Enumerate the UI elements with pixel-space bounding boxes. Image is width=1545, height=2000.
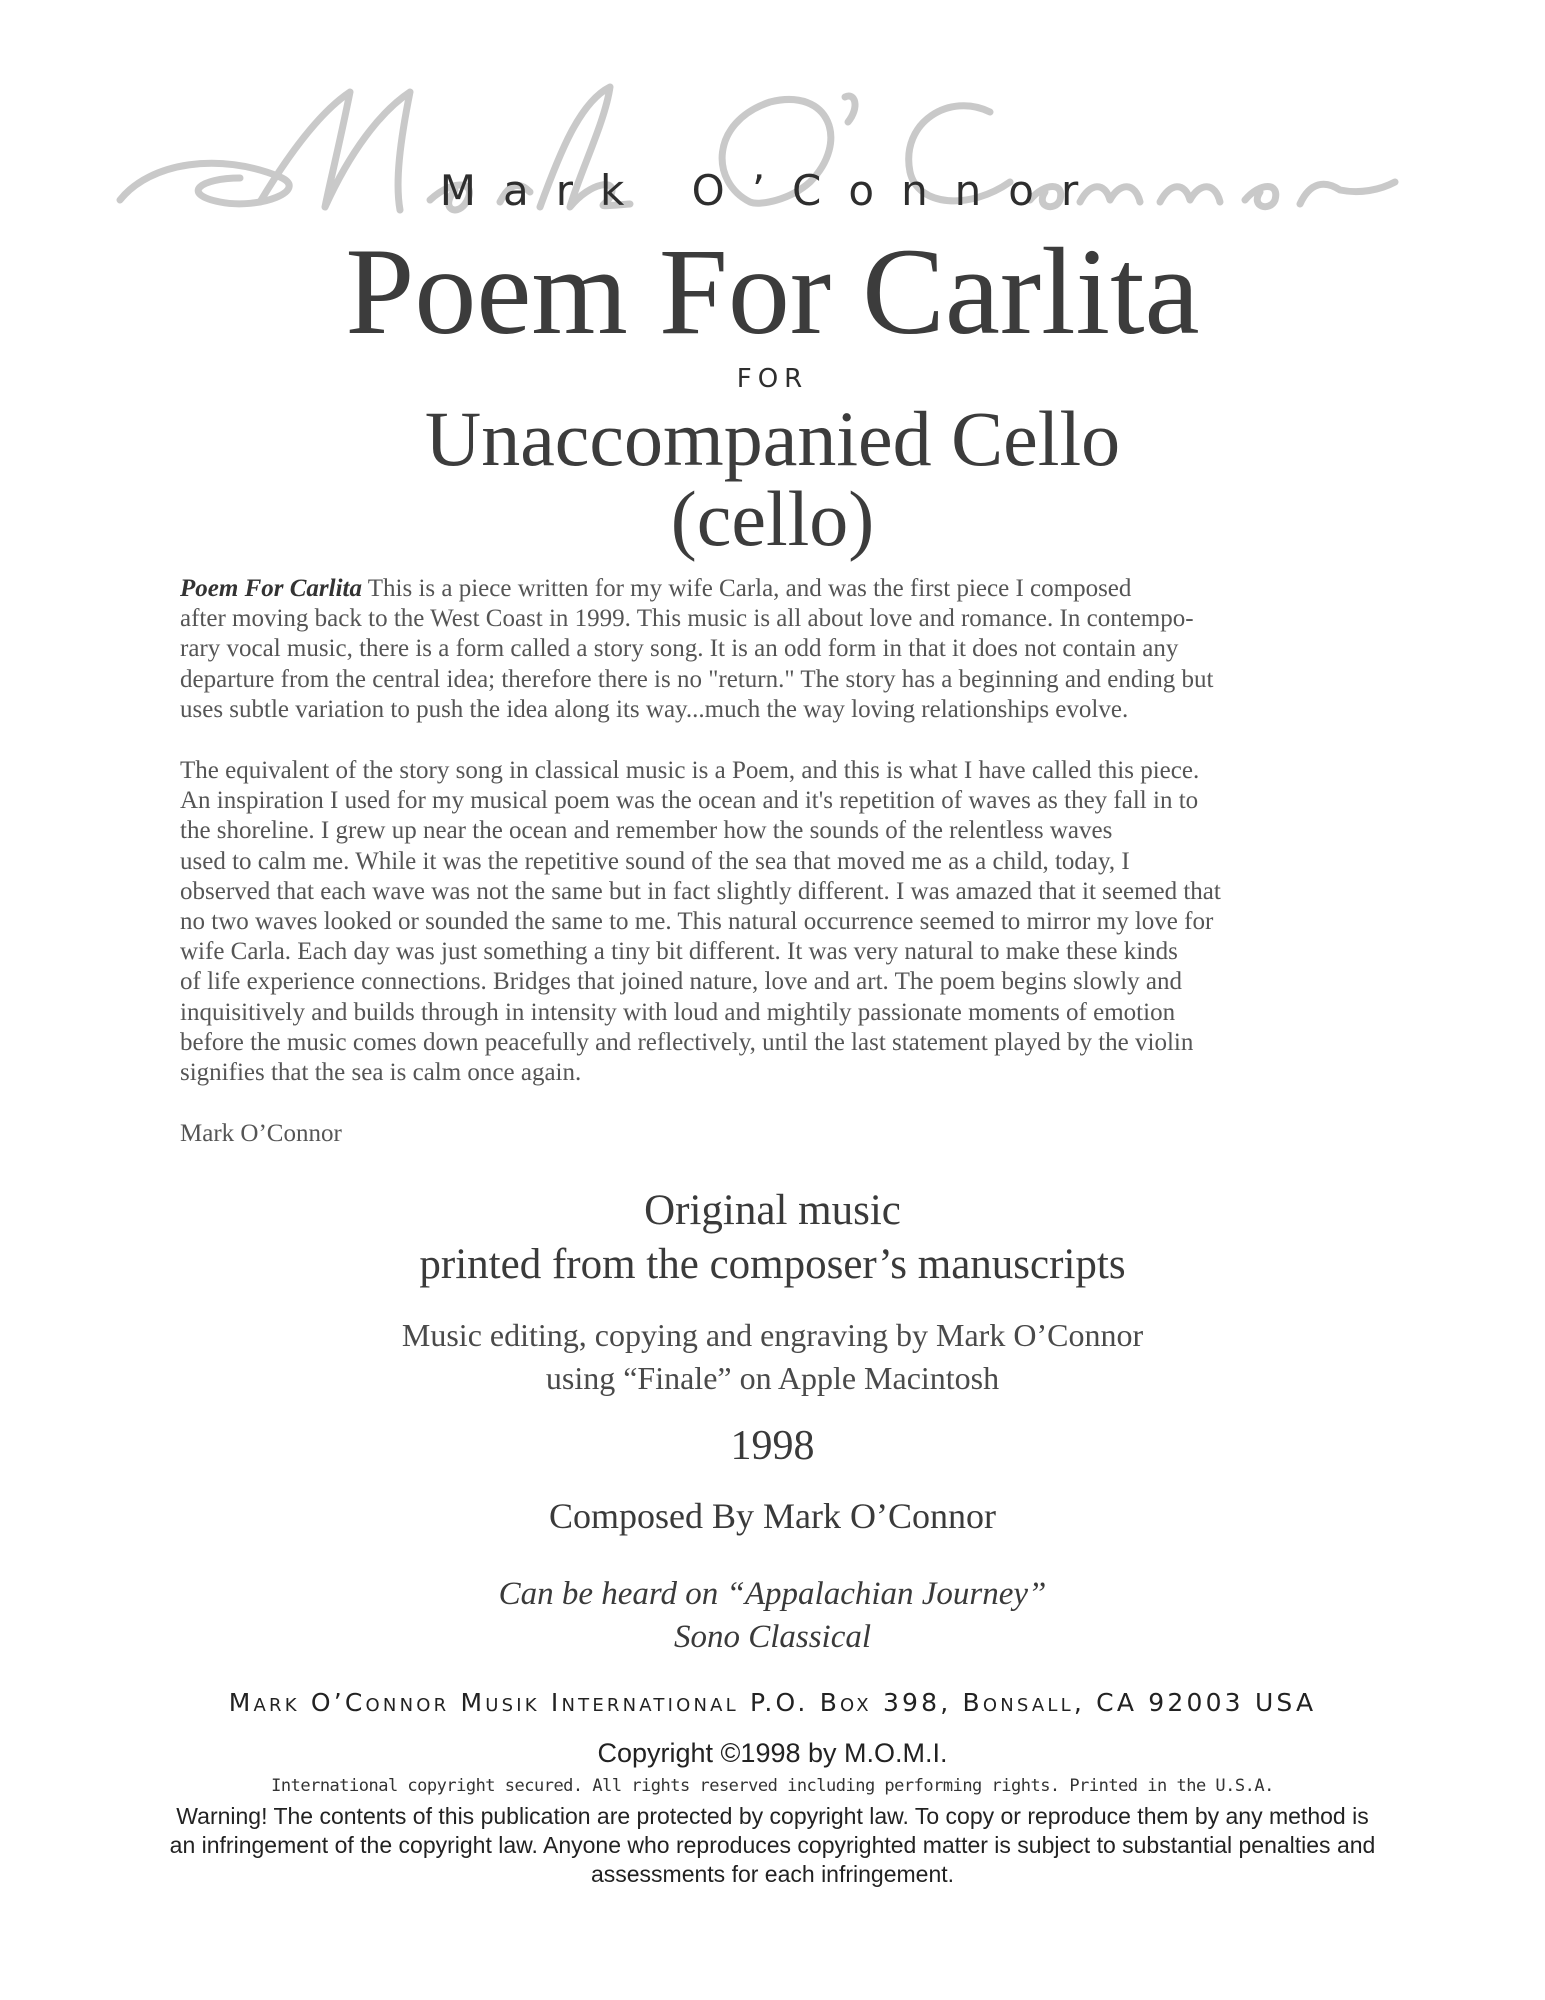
program-notes: [180, 574, 1355, 1180]
rights-notice: International copyright secured. All rights reserved including performing rights. Printed in the U.S.A.: [271, 1776, 1274, 1796]
notes-line: signifies that the sea is calm once again.: [180, 1059, 582, 1087]
warning-line: Warning! The contents of this publication are protected by copyright law. To copy or reproduce them by any method is: [176, 1803, 1369, 1829]
notes-line: An inspiration I used for my musical poem was the ocean and it's repetition of waves as they fall in to: [180, 787, 1199, 815]
for-label: FOR: [736, 364, 809, 394]
notes-signature: Mark O’Connor: [180, 1120, 342, 1148]
notes-line: after moving back to the West Coast in 1999. This music is all about love and romance. In contempo-: [180, 605, 1194, 633]
composed-by: Composed By Mark O’Connor: [549, 1496, 996, 1536]
recording-reference: Can be heard on “Appalachian Journey”: [498, 1576, 1047, 1612]
instrument-title: Unaccompanied Cello: [424, 395, 1121, 482]
notes-paragraph-2: [180, 756, 1355, 1088]
warning-line: an infringement of the copyright law. Anyone who reproduces copyrighted matter is subject to substantial penalties and: [169, 1832, 1376, 1858]
notes-line: of life experience connections. Bridges that joined nature, love and art. The poem begins slowly and: [180, 968, 1183, 996]
software-credit-line: using “Finale” on Apple Macintosh: [545, 1360, 1000, 1396]
copyright-warning: [90, 1802, 1455, 1889]
record-label: Sono Classical: [673, 1619, 872, 1655]
notes-line: inquisitively and builds through in intensity with loud and mightily passionate moments of emotion: [180, 998, 1176, 1026]
notes-lead-title: Poem For Carlita: [180, 575, 362, 602]
notes-line: before the music comes down peacefully and reflectively, until the last statement played by the violin: [180, 1028, 1194, 1056]
notes-line: uses subtle variation to push the idea along its way...much the way loving relationships evolve.: [180, 695, 1129, 723]
notes-line: This is a piece written for my wife Carla, and was the first piece I composed: [361, 575, 1132, 602]
manuscript-line: printed from the composer’s manuscripts: [419, 1241, 1126, 1288]
notes-line: used to calm me. While it was the repetitive sound of the sea that moved me as a child, today, I: [180, 847, 1130, 875]
composer-brand-name: Mark O’Connor: [439, 166, 1106, 215]
notes-line: departure from the central idea; therefore there is no "return." The story has a beginning and ending but: [180, 665, 1214, 693]
notes-line: the shoreline. I grew up near the ocean and remember how the sounds of the relentless waves: [180, 817, 1113, 845]
piece-title: Poem For Carlita: [345, 223, 1200, 360]
notes-paragraph-1: [180, 574, 1355, 725]
editing-credit-line: Music editing, copying and engraving by Mark O’Connor: [401, 1317, 1144, 1353]
copyright-notice: Copyright ©1998 by M.O.M.I.: [597, 1738, 948, 1768]
original-music-line: Original music: [644, 1187, 901, 1234]
composition-year: 1998: [730, 1423, 815, 1469]
warning-line: assessments for each infringement.: [590, 1861, 955, 1887]
notes-line: observed that each wave was not the same but in fact slightly different. I was amazed that it seemed that: [180, 877, 1221, 905]
notes-line: rary vocal music, there is a form called a story song. It is an odd form in that it does not contain any: [180, 635, 1179, 663]
instrument-subtitle: (cello): [670, 475, 875, 562]
notes-line: The equivalent of the story song in classical music is a Poem, and this is what I have called this piece.: [180, 757, 1200, 785]
publisher-address: Mark O’Connor Musik International P.O. Box 398, Bonsall, CA 92003 USA: [228, 1688, 1317, 1717]
notes-line: wife Carla. Each day was just something a tiny bit different. It was very natural to make these kinds: [180, 938, 1178, 966]
notes-line: no two waves looked or sounded the same to me. This natural occurrence seemed to mirror my love for: [180, 908, 1214, 936]
